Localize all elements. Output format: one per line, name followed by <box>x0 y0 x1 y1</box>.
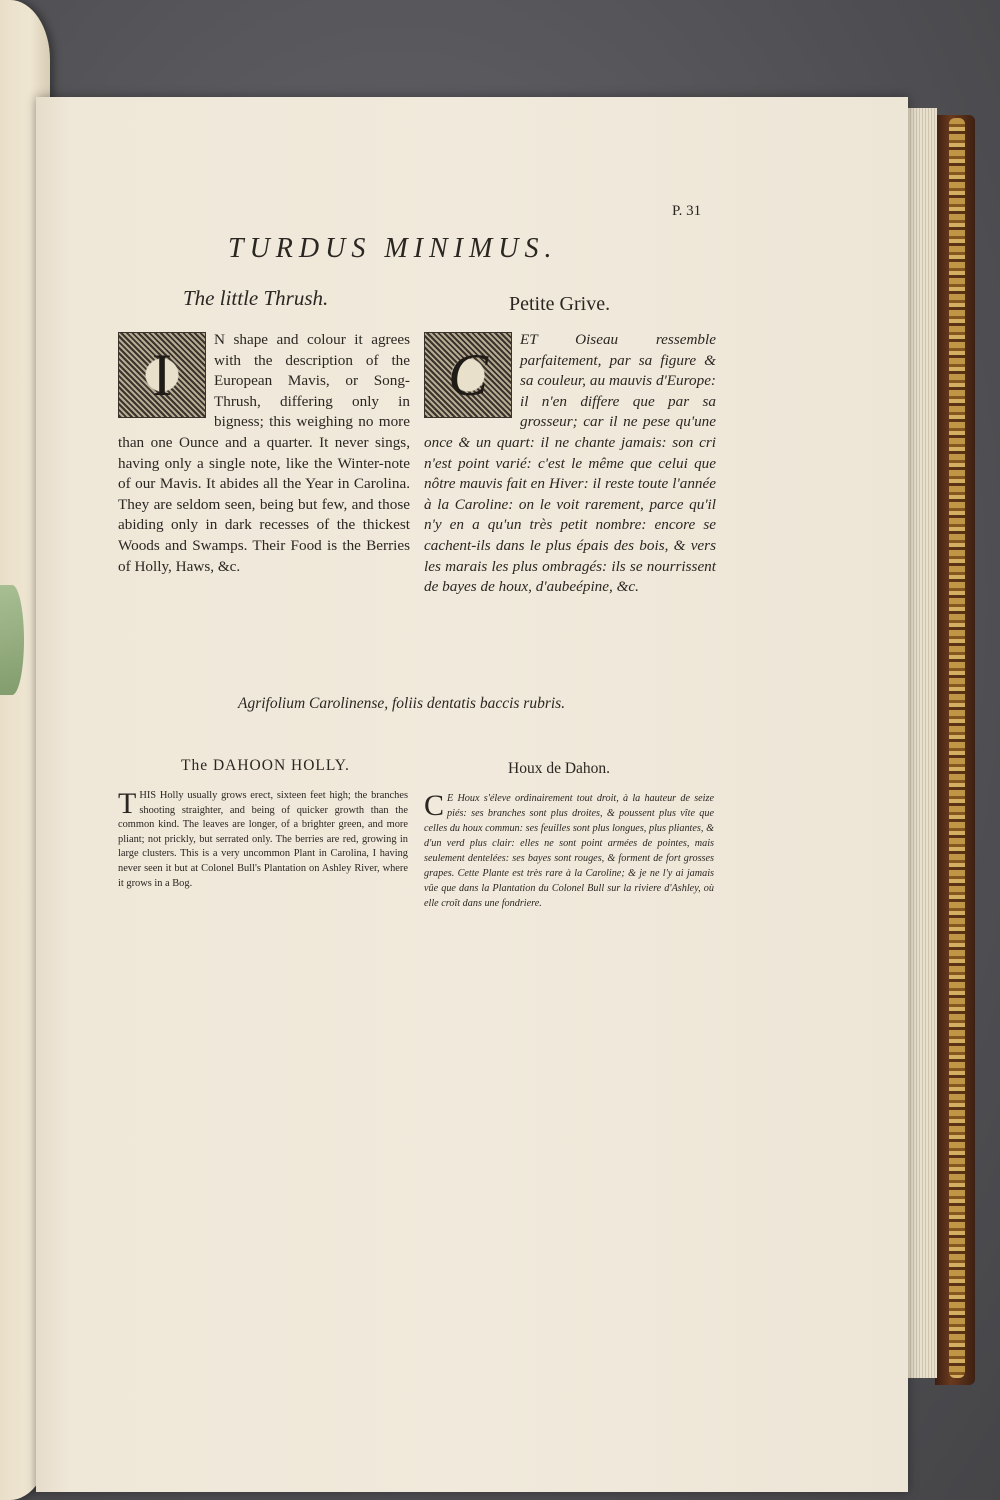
french-paragraph: ET Oiseau ressemble parfaitement, par sa figure & sa couleur, au mauvis d'Europe: il n'en differe que par sa grosseur; car il ne pese qu'une once & un quart: il ne chante jamais: son cri n'est point varié: c'est le même que celui que nôtre mauvis fait en Hiver: il reste toute l'année à la Caroline: on le voit rarement, parce qu'il n'y en a qu'un très petit nombre: encore se cachent-ils dans le plus épais des bois, & vers les marais les plus ombragés: ils se nourrissent de bayes de houx, d'aubeépine, &c. <box>424 331 716 596</box>
page-number: P. 31 <box>672 203 702 219</box>
holly-french-paragraph: E Houx s'éleve ordinairement tout droit, à la hauteur de seize piés: ses branches sont plus droites, & poussent plus vîte que celles du houx commun: ses feuilles sont plus longues, plus pliantes, & d'un verd plus clair: elles ne sont point armées de pointes, mais seulement dentelées: ses bayes sont rouges, & forment de fort grosses grapes. Cette Plante est très rare à la Caroline; & je ne l'y ai jamais vûe que dans la Plantation du Colonel Bull sur la riviere d'Ashley, où elle croît dans une fondriere. <box>424 793 714 909</box>
holly-english-paragraph: HIS Holly usually grows erect, sixteen feet high; the branches shooting straighter, and being of quicker growth than the common kind. The leaves are longer, of a brighter green, and more pliant; not prickly, but serrated only. The berries are red, growing in large clusters. This is a very uncommon Plant in Carolina, I having never seen it but at Colonel Bull's Plantation on Ashley River, where it grows in a Bog. <box>118 790 408 889</box>
french-column <box>424 330 716 598</box>
initial-letter: I <box>152 342 172 408</box>
english-paragraph: N shape and colour it agrees with the description of the European Mavis, or Song-Thrush, differing only in bigness; this weighing no more than one Ounce and a quarter. It never sings, having only a single note, like the Winter-note of our Mavis. It abides all the Year in Carolina. They are seldom seen, being but few, and those abiding only in dark recesses of the thickest Woods and Swamps. Their Food is the Berries of Holly, Haws, &c. <box>118 331 410 575</box>
ornamental-initial <box>424 332 512 418</box>
initial-letter: C <box>424 789 445 822</box>
english-heading: The little Thrush. <box>183 286 329 310</box>
page-block-edge <box>905 108 937 1378</box>
ornamental-initial <box>118 332 206 418</box>
holly-french-heading: Houx de Dahon. <box>508 760 611 777</box>
holly-english-column <box>118 789 408 891</box>
initial-letter: C <box>447 342 489 408</box>
plant-title: Agrifolium Carolinense, foliis dentatis baccis rubris. <box>238 695 566 712</box>
holly-french-column <box>424 791 714 911</box>
french-heading: Petite Grive. <box>509 293 611 315</box>
illustration-fragment <box>0 585 24 695</box>
english-column <box>118 330 410 577</box>
page-title: TURDUS MINIMUS. <box>228 233 558 264</box>
holly-english-heading: The DAHOON HOLLY. <box>181 757 350 774</box>
initial-letter: T <box>118 787 137 820</box>
gilt-decoration <box>949 118 965 1378</box>
